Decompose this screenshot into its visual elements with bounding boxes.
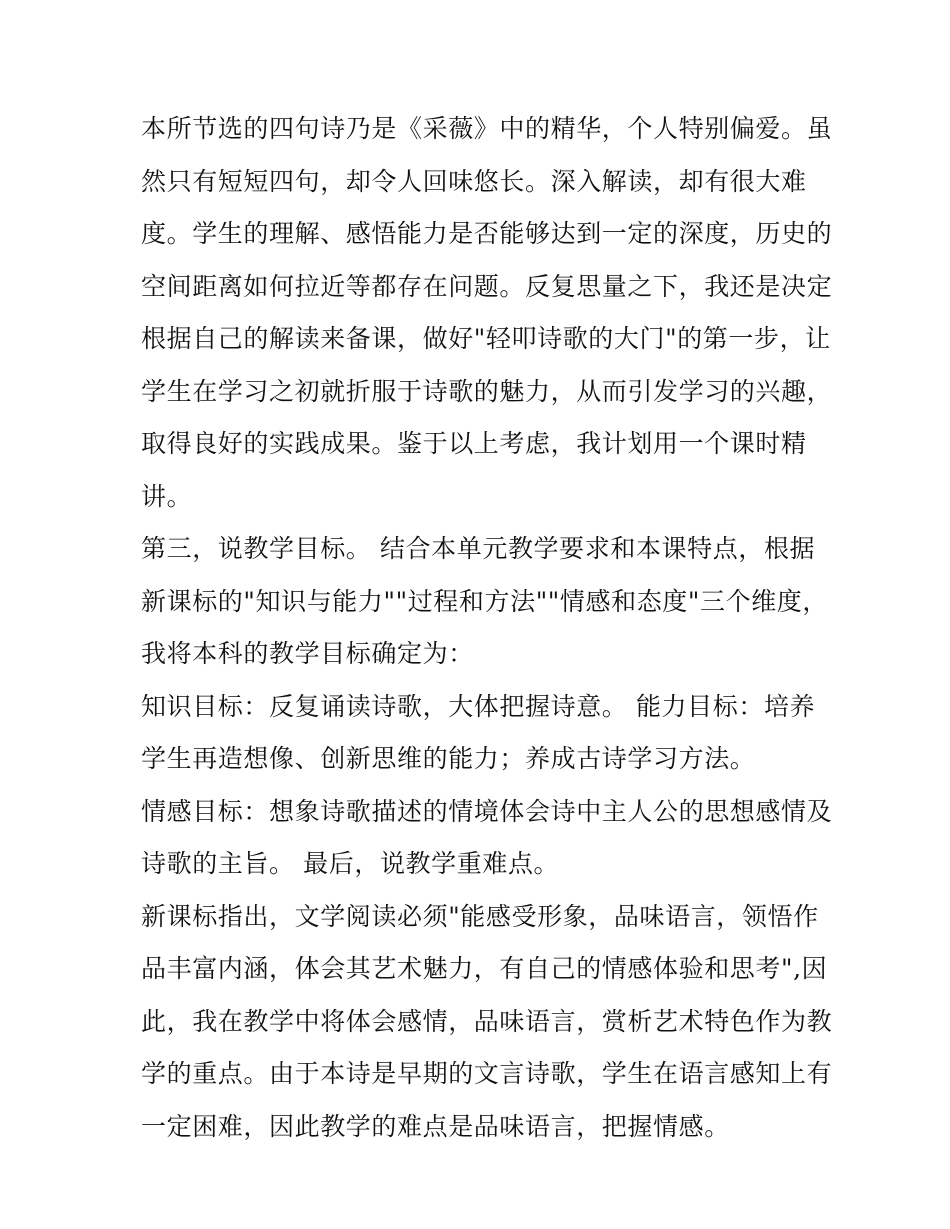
text-line: 知识目标：反复诵读诗歌，大体把握诗意。 能力目标：培养 <box>141 691 816 721</box>
text-line: 第三，说教学目标。 结合本单元教学要求和本课特点，根据 <box>141 534 816 563</box>
text-line: 新课标的"知识与能力""过程和方法""情感和态度"三个维度， <box>141 586 828 616</box>
text-line: 学的重点。由于本诗是早期的文言诗歌，学生在语言感知上有 <box>141 1059 833 1088</box>
text-line: 此，我在教学中将体会感情，品味语言，赏析艺术特色作为教 <box>141 1006 833 1036</box>
text-line: 取得良好的实践成果。鉴于以上考虑，我计划用一个课时精 <box>141 429 807 458</box>
text-line: 一定困难，因此教学的难点是品味语言，把握情感。 <box>141 1111 730 1141</box>
text-line: 我将本科的教学目标确定为： <box>141 639 474 668</box>
text-line: 根据自己的解读来备课，做好"轻叩诗歌的大门"的第一步，让 <box>141 324 831 353</box>
text-line: 诗歌的主旨。 最后，说教学重难点。 <box>141 849 560 878</box>
text-line: 新课标指出，文学阅读必须"能感受形象，品味语言，领悟作 <box>141 901 819 931</box>
text-line: 空间距离如何拉近等都存在问题。反复思量之下，我还是决定 <box>141 271 833 301</box>
text-line: 讲。 <box>141 481 193 511</box>
text-line: 情感目标：想象诗歌描述的情境体会诗中主人公的思想感情及 <box>141 796 833 826</box>
text-line: 本所节选的四句诗乃是《采薇》中的精华，个人特别偏爱。虽 <box>141 114 833 143</box>
text-line: 然只有短短四句，却令人回味悠长。深入解读，却有很大难 <box>141 166 807 196</box>
text-line: 学生在学习之初就折服于诗歌的魅力，从而引发学习的兴趣， <box>141 376 833 406</box>
text-line: 度。学生的理解、感悟能力是否能够达到一定的深度，历史的 <box>141 219 833 248</box>
document-body <box>141 103 833 1153</box>
text-line: 品丰富内涵，体会其艺术魅力，有自己的情感体验和思考",因 <box>141 954 828 983</box>
text-line: 学生再造想像、创新思维的能力；养成古诗学习方法。 <box>141 744 756 773</box>
